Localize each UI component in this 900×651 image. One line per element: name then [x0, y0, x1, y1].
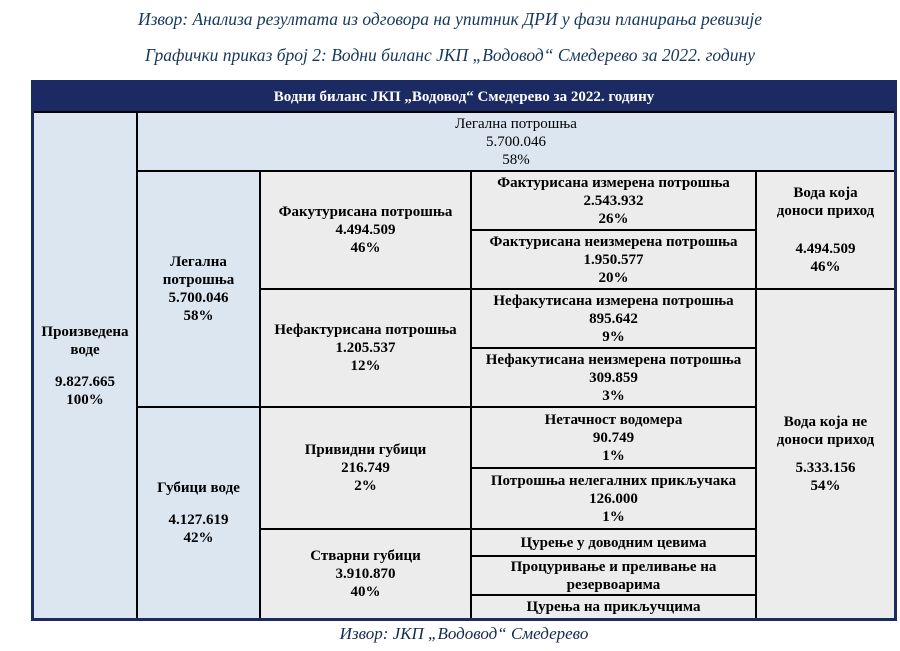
cell-value: 4.494.509	[795, 241, 856, 257]
cell-percent: 54%	[810, 478, 841, 494]
cell-numbers	[796, 240, 856, 276]
cell-percent: 46%	[810, 259, 841, 275]
cell-percent: 12%	[350, 358, 381, 374]
caption-source-bottom: Извор: ЈКП „Водовод“ Смедерево	[339, 624, 589, 643]
cell-label: Процуривање и преливање на резервоарима	[510, 558, 717, 593]
cell-value: 5.333.156	[795, 460, 856, 476]
cell-invoiced-metered	[472, 172, 755, 229]
cell-illegal-connections-consumption	[472, 469, 755, 528]
cell-leakage-reservoirs	[472, 557, 755, 594]
cell-value: 895.642	[589, 310, 638, 327]
cell-label: Фактурисана измерена потрошња	[497, 174, 730, 191]
cell-value: 2.543.932	[583, 192, 644, 209]
cell-revenue-water	[757, 172, 894, 288]
cell-percent: 20%	[598, 269, 629, 286]
cell-uninvoiced-metered	[472, 290, 755, 347]
cell-percent: 26%	[598, 210, 629, 227]
cell-percent: 46%	[350, 240, 381, 256]
caption-source-top: Извор: Анализа резултата из одговора на упитник ДРИ у фази планирања ревизије	[137, 9, 763, 29]
cell-label: Фактурисана неизмерена потрошња	[489, 233, 738, 250]
cell-label: Цурење у доводним цевима	[520, 534, 707, 551]
water-balance-table	[31, 80, 897, 621]
cell-label: Легална потрошња	[162, 254, 235, 288]
cell-label: Нефакутисана измерена потрошња	[493, 292, 734, 309]
cell-value: 1.205.537	[335, 340, 396, 356]
cell-label: Нефактурисана потрошња	[274, 322, 457, 338]
cell-numbers	[796, 459, 856, 495]
cell-label: Нетачност водомера	[544, 411, 683, 428]
cell-meter-inaccuracy	[472, 408, 755, 467]
cell-value: 1.950.577	[583, 251, 644, 268]
cell-label: Произведена воде	[41, 323, 129, 358]
cell-label: Факутурисана потрошња	[278, 204, 453, 220]
cell-label: Вода која доноси приход	[776, 185, 875, 219]
cell-percent: 9%	[602, 328, 625, 345]
cell-value: 4.127.619	[168, 512, 229, 528]
cell-produced-water	[34, 113, 136, 618]
cell-value: 90.749	[592, 429, 635, 446]
cell-label: Губици воде	[157, 480, 240, 496]
cell-value: 5.700.046	[168, 290, 229, 306]
cell-label: Привидни губици	[304, 442, 427, 458]
cell-value: 9.827.665	[55, 373, 115, 390]
cell-percent: 3%	[602, 387, 625, 404]
cell-value: 4.494.509	[335, 222, 396, 238]
cell-percent: 1%	[602, 508, 625, 525]
cell-percent: 58%	[502, 151, 530, 168]
cell-label: Цурења на прикључцима	[526, 599, 701, 615]
cell-uninvoiced-unmetered	[472, 349, 755, 406]
cell-label: Потрошња нелегалних прикључака	[490, 472, 737, 489]
cell-legal-consumption	[138, 172, 259, 406]
cell-leakage-connections	[472, 596, 755, 618]
cell-apparent-losses	[261, 408, 470, 528]
table-title-bar: Водни биланс ЈКП „Водовод“ Смедерево за 2022. годину	[34, 83, 894, 111]
caption-figure-title: Графички приказ број 2: Водни биланс ЈКП „Водовод“ Смедерево за 2022. годину	[145, 45, 755, 65]
cell-value: 126.000	[589, 490, 638, 507]
table-body	[34, 111, 894, 618]
cell-value: 309.859	[589, 369, 638, 386]
cell-label: Легална потрошња	[455, 115, 577, 132]
cell-percent: 40%	[350, 584, 381, 600]
cell-percent: 58%	[183, 308, 214, 324]
cell-legal-consumption-total	[138, 113, 894, 170]
cell-invoiced-unmetered	[472, 231, 755, 288]
cell-percent: 2%	[354, 478, 377, 494]
cell-label: Нефакутисана неизмерена потрошња	[485, 351, 742, 368]
cell-uninvoiced-consumption	[261, 290, 470, 406]
cell-water-losses	[138, 408, 259, 618]
cell-percent: 1%	[602, 447, 625, 464]
cell-label: Стварни губици	[310, 548, 421, 564]
cell-non-revenue-water	[757, 290, 894, 618]
cell-real-losses	[261, 530, 470, 618]
cell-label: Вода која не доноси приход	[776, 414, 875, 448]
cell-invoiced-consumption	[261, 172, 470, 288]
cell-value: 5.700.046	[486, 133, 546, 150]
cell-percent: 100%	[66, 391, 104, 408]
cell-percent: 42%	[183, 530, 214, 546]
cell-value: 3.910.870	[335, 566, 396, 582]
cell-value: 216.749	[341, 460, 390, 476]
cell-leakage-supply-pipes	[472, 530, 755, 555]
